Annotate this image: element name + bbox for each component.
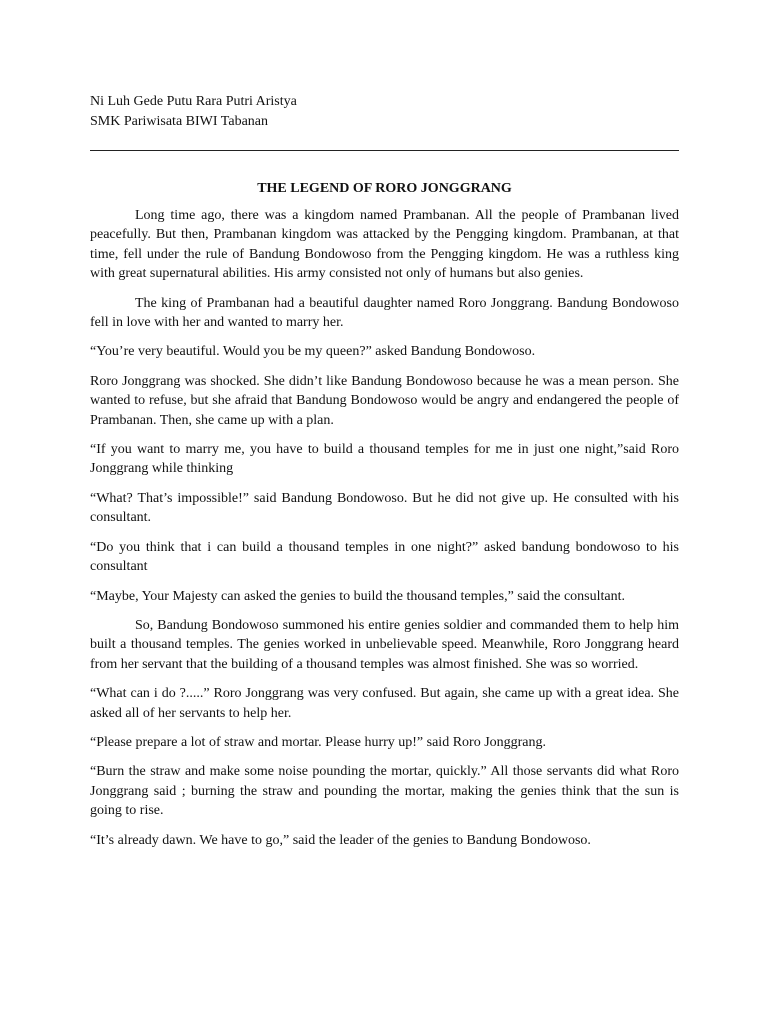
- paragraph: So, Bandung Bondowoso summoned his entire genies soldier and commanded them to help him built a thousand temples. The genies worked in unbelievable speed. Meanwhile, Roro Jonggrang heard from her servant that the building of a thousand temples was almost finished. She was so worried.: [90, 617, 679, 672]
- paragraph: Roro Jonggrang was shocked. She didn’t like Bandung Bondowoso because he was a mean person. She wanted to refuse, but she afraid that Bandung Bondowoso would be angry and endangered the people of Prambanan. Then, she came up with a plan.: [90, 373, 679, 428]
- document-page: [90, 92, 679, 860]
- author-name: Ni Luh Gede Putu Rara Putri Aristya: [90, 94, 297, 109]
- paragraph: “Burn the straw and make some noise pounding the mortar, quickly.” All those servants did what Roro Jonggrang said ; burning the straw and pounding the mortar, making the genies think that the sun is going to rise.: [90, 764, 679, 819]
- paragraph: Long time ago, there was a kingdom named Prambanan. All the people of Prambanan lived peacefully. But then, Prambanan kingdom was attacked by the Pengging kingdom. Prambanan, at that time, fell under the rule of Bandung Bondowoso from the Pengging kingdom. He was a ruthless king with great supernatural abilities. His army consisted not only of humans but also genies.: [90, 208, 679, 282]
- paragraph: “You’re very beautiful. Would you be my queen?” asked Bandung Bondowoso.: [90, 344, 536, 360]
- paragraph: “What? That’s impossible!” said Bandung Bondowoso. But he did not give up. He consulted with his consultant.: [90, 490, 679, 526]
- document-title: THE LEGEND OF RORO JONGGRANG: [257, 181, 512, 196]
- school-name: SMK Pariwisata BIWI Tabanan: [90, 114, 269, 129]
- paragraph: “Do you think that i can build a thousand temples in one night?” asked bandung bondowoso to his consultant: [90, 539, 679, 575]
- paragraph: “If you want to marry me, you have to build a thousand temples for me in just one night,”said Roro Jonggrang while thinking: [90, 442, 679, 477]
- paragraph: The king of Prambanan had a beautiful daughter named Roro Jonggrang. Bandung Bondowoso fell in love with her and wanted to marry her.: [90, 295, 679, 331]
- paragraph: “It’s already dawn. We have to go,” said the leader of the genies to Bandung Bondowoso.: [90, 832, 591, 848]
- header-divider: [90, 150, 679, 151]
- story-body: [90, 206, 679, 850]
- paragraph: “Maybe, Your Majesty can asked the genies to build the thousand temples,” said the consultant.: [90, 588, 626, 604]
- paragraph: “Please prepare a lot of straw and mortar. Please hurry up!” said Roro Jonggrang.: [90, 734, 547, 750]
- paragraph: “What can i do ?.....” Roro Jonggrang was very confused. But again, she came up with a great idea. She asked all of her servants to help her.: [90, 686, 679, 721]
